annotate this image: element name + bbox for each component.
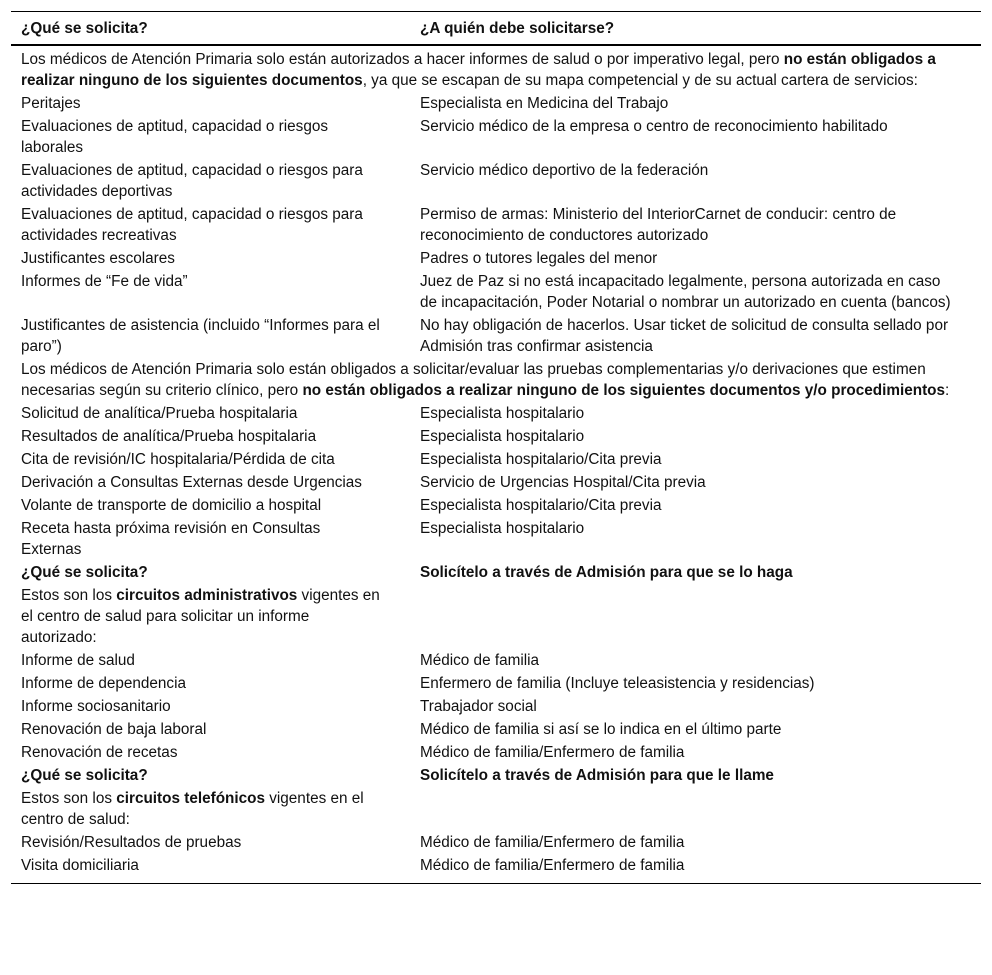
table-row (11, 831, 981, 854)
description-text: Estos son los (21, 790, 117, 807)
document-type-cell: Evaluaciones de aptitud, capacidad o riesgos para actividades recreativas (21, 206, 363, 244)
document-type-cell: Justificantes de asistencia (incluido “Informes para el paro”) (21, 317, 380, 355)
document-type-cell: Informe de dependencia (21, 675, 186, 692)
responsible-party-cell: Especialista hospitalario (420, 520, 585, 537)
responsible-party-cell: Médico de familia (420, 652, 540, 669)
responsible-party-cell: Especialista hospitalario (420, 405, 585, 422)
document-type-cell: Justificantes escolares (21, 250, 175, 267)
circuit-description-cell (11, 787, 410, 831)
emphasis-text: no están obligados a realizar ninguno de los siguientes documentos y/o procedimientos (302, 382, 946, 399)
responsible-party-cell: No hay obligación de hacerlos. Usar ticket de solicitud de consulta sellado por Admisión tras confirmar asistencia (420, 317, 949, 355)
empty-cell (410, 584, 981, 649)
responsible-party-cell: Servicio de Urgencias Hospital/Cita previa (420, 474, 706, 491)
document-type-cell: Cita de revisión/IC hospitalaria/Pérdida de cita (21, 451, 335, 468)
table-row (11, 471, 981, 494)
responsible-party-cell: Médico de familia/Enfermero de familia (420, 744, 685, 761)
subheader-what-requested: ¿Qué se solicita? (21, 564, 148, 581)
table-row (11, 247, 981, 270)
table-row (11, 45, 981, 92)
responsible-party-cell: Médico de familia/Enfermero de familia (410, 854, 981, 884)
circuit-description-cell (11, 584, 410, 649)
subheader-request-via-admission: Solicítelo a través de Admisión para que se lo haga (420, 564, 793, 581)
document-type-cell: Informe de salud (21, 652, 135, 669)
empty-cell (410, 787, 981, 831)
table-row (11, 561, 981, 584)
header-what-requested: ¿Qué se solicita? (11, 12, 410, 46)
table-row (11, 203, 981, 247)
intro-text: : (945, 382, 950, 399)
table-row (11, 115, 981, 159)
emphasis-text: circuitos telefónicos (116, 790, 265, 807)
document-type-cell: Informes de “Fe de vida” (21, 273, 188, 290)
table-row (11, 672, 981, 695)
emphasis-text: circuitos administrativos (116, 587, 298, 604)
section-intro-cell (11, 45, 981, 92)
description-text: Estos son los (21, 587, 117, 604)
responsible-party-cell: Enfermero de familia (Incluye teleasistencia y residencias) (420, 675, 815, 692)
responsible-party-cell: Especialista hospitalario/Cita previa (420, 451, 662, 468)
responsible-party-cell: Servicio médico de la empresa o centro de reconocimiento habilitado (420, 118, 888, 135)
document-type-cell: Visita domiciliaria (11, 854, 410, 884)
table-row (11, 695, 981, 718)
responsible-party-cell: Servicio médico deportivo de la federación (420, 162, 709, 179)
table-row (11, 584, 981, 649)
document-type-cell: Evaluaciones de aptitud, capacidad o riesgos para actividades deportivas (21, 162, 363, 200)
section-intro-cell (11, 358, 981, 402)
table-row (11, 314, 981, 358)
document-type-cell: Resultados de analítica/Prueba hospitalaria (21, 428, 317, 445)
responsible-party-cell: Médico de familia/Enfermero de familia (420, 834, 685, 851)
document-type-cell: Renovación de recetas (21, 744, 178, 761)
responsible-party-cell: Especialista hospitalario/Cita previa (420, 497, 662, 514)
table-row (11, 425, 981, 448)
description-text: vigentes en el centro de salud para solicitar un informe autorizado: (21, 587, 380, 646)
table-row (11, 741, 981, 764)
intro-text: , ya que se escapan de su mapa competencial y de su actual cartera de servicios: (362, 72, 918, 89)
table-row (11, 358, 981, 402)
intro-text: Los médicos de Atención Primaria solo están obligados a solicitar/evaluar las pruebas complementarias y/o derivaciones que estimen necesarias según su criterio clínico, pero (21, 361, 926, 399)
emphasis-text: no están obligados a realizar ninguno de los siguientes documentos (21, 51, 936, 89)
table-row (11, 92, 981, 115)
table-row (11, 517, 981, 561)
description-text: vigentes en el centro de salud: (21, 790, 364, 828)
table-row (11, 649, 981, 672)
document-type-cell: Derivación a Consultas Externas desde Urgencias (21, 474, 362, 491)
table-row (11, 402, 981, 425)
table-row (11, 764, 981, 787)
responsible-party-cell: Médico de familia si así se lo indica en el último parte (420, 721, 782, 738)
document-type-cell: Renovación de baja laboral (21, 721, 207, 738)
responsible-party-cell: Trabajador social (420, 698, 537, 715)
table-row (11, 718, 981, 741)
document-type-cell: Informe sociosanitario (21, 698, 171, 715)
responsible-party-cell: Juez de Paz si no está incapacitado legalmente, persona autorizada en caso de incapacitación, Poder Notarial o nombrar un autorizado en cuenta (bancos) (420, 273, 951, 311)
table-row (11, 494, 981, 517)
subheader-request-via-admission: Solicítelo a través de Admisión para que le llame (420, 767, 774, 784)
intro-text: Los médicos de Atención Primaria solo están autorizados a hacer informes de salud o por imperativo legal, pero (21, 51, 784, 68)
table-body (11, 45, 981, 884)
header-row (11, 12, 981, 46)
table-row (11, 270, 981, 314)
table-row (11, 159, 981, 203)
subheader-what-requested: ¿Qué se solicita? (21, 767, 148, 784)
document-type-cell: Peritajes (21, 95, 81, 112)
requests-table (11, 11, 981, 884)
responsible-party-cell: Padres o tutores legales del menor (420, 250, 658, 267)
table-row (11, 854, 981, 884)
header-who-to-request: ¿A quién debe solicitarse? (410, 12, 981, 46)
table-row (11, 448, 981, 471)
table-row (11, 787, 981, 831)
table-header (11, 12, 981, 46)
document-type-cell: Volante de transporte de domicilio a hospital (21, 497, 322, 514)
document-type-cell: Solicitud de analítica/Prueba hospitalaria (21, 405, 298, 422)
responsible-party-cell: Especialista hospitalario (420, 428, 585, 445)
document-table-container (11, 11, 981, 884)
document-type-cell: Receta hasta próxima revisión en Consultas Externas (21, 520, 321, 558)
responsible-party-cell: Permiso de armas: Ministerio del InteriorCarnet de conducir: centro de reconocimiento de conductores autorizado (420, 206, 897, 244)
responsible-party-cell: Especialista en Medicina del Trabajo (420, 95, 669, 112)
document-type-cell: Evaluaciones de aptitud, capacidad o riesgos laborales (21, 118, 328, 156)
document-type-cell: Revisión/Resultados de pruebas (21, 834, 242, 851)
